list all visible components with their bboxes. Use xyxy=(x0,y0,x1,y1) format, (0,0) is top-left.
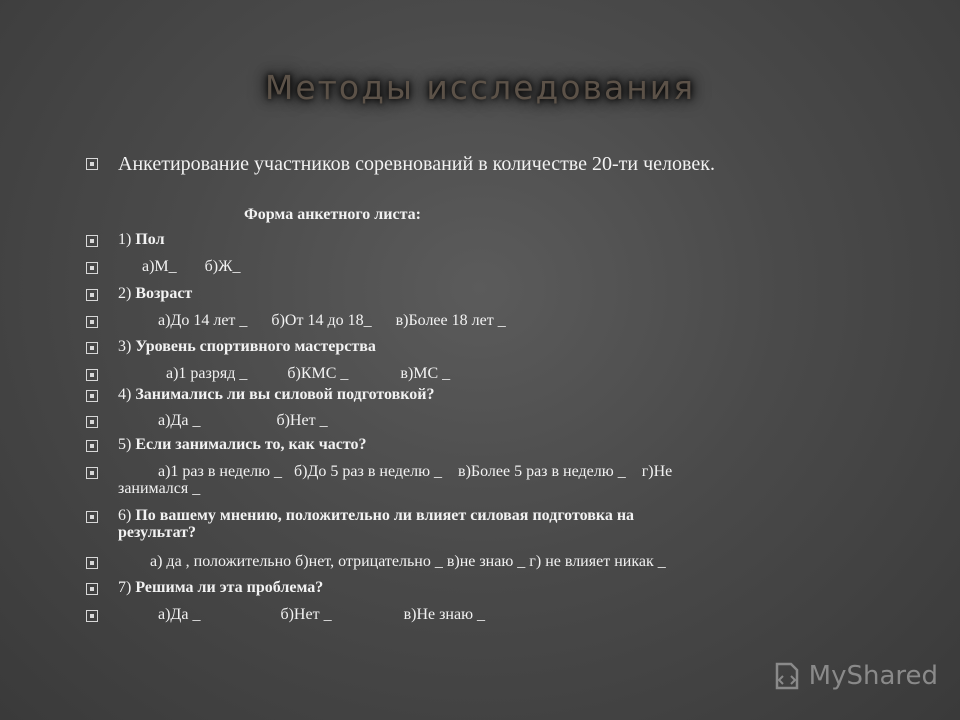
question-1 xyxy=(86,231,866,248)
bullet-square-icon xyxy=(86,289,98,301)
answers-6 xyxy=(86,553,866,570)
answer-options: а)1 разряд _ б)КМС _ в)МС _ xyxy=(118,365,451,382)
question-number: 2) xyxy=(118,285,136,302)
bullet-square-icon xyxy=(86,262,98,274)
question-5 xyxy=(86,436,866,453)
answer-options: а)1 раз в неделю _ б)До 5 раз в неделю _ в)Более 5 раз в неделю _ г)Не занимался _ xyxy=(118,463,673,497)
question-text: Если занимались то, как часто? xyxy=(135,436,367,453)
answer-options: а) да , положительно б)нет, отрицательно _ в)не знаю _ г) не влияет никак _ xyxy=(118,553,666,570)
question-2 xyxy=(86,285,866,302)
answer-options: а)М_ б)Ж_ xyxy=(118,258,241,275)
question-6 xyxy=(86,507,866,541)
bullet-square-icon xyxy=(86,440,98,452)
bullet-square-icon xyxy=(86,369,98,381)
question-text: Уровень спортивного мастерства xyxy=(135,338,376,355)
myshared-logo-icon xyxy=(771,660,803,692)
bullet-square-icon xyxy=(86,342,98,354)
question-text: Решима ли эта проблема? xyxy=(135,579,324,596)
watermark-text: MyShared xyxy=(808,661,938,691)
bullet-square-icon xyxy=(86,610,98,622)
bullet-square-icon xyxy=(86,467,98,479)
answer-options: а)До 14 лет _ б)От 14 до 18_ в)Более 18 лет _ xyxy=(118,312,506,329)
answers-7 xyxy=(86,606,866,623)
form-heading: Форма анкетного листа: xyxy=(244,206,421,223)
answer-options: а)Да _ б)Нет _ в)Не знаю _ xyxy=(118,606,486,623)
bullet-square-icon xyxy=(86,235,98,247)
bullet-square-icon xyxy=(86,158,98,170)
answers-4 xyxy=(86,412,866,429)
intro-item xyxy=(86,153,866,175)
question-number: 6) xyxy=(118,507,136,524)
answer-options: а)Да _ б)Нет _ xyxy=(118,412,328,429)
bullet-square-icon xyxy=(86,557,98,569)
question-7 xyxy=(86,579,866,596)
answers-1 xyxy=(86,258,866,275)
question-text: По вашему мнению, положительно ли влияет силовая подготовка на результат? xyxy=(118,507,635,541)
question-text: Занимались ли вы силовой подготовкой? xyxy=(135,386,435,403)
bullet-square-icon xyxy=(86,583,98,595)
question-4 xyxy=(86,386,866,403)
answers-3 xyxy=(86,365,866,382)
question-3 xyxy=(86,338,866,355)
bullet-square-icon xyxy=(86,416,98,428)
answers-5 xyxy=(86,463,866,497)
question-number: 7) xyxy=(118,579,136,596)
answers-2 xyxy=(86,312,866,329)
intro-text: Анкетирование участников соревнований в количестве 20-ти человек. xyxy=(118,153,715,175)
bullet-square-icon xyxy=(86,390,98,402)
question-number: 3) xyxy=(118,338,136,355)
question-number: 4) xyxy=(118,386,136,403)
slide-title: Методы исследования xyxy=(264,68,696,107)
bullet-square-icon xyxy=(86,511,98,523)
watermark xyxy=(771,660,938,692)
question-number: 5) xyxy=(118,436,136,453)
bullet-square-icon xyxy=(86,316,98,328)
question-text: Пол xyxy=(135,231,165,248)
question-text: Возраст xyxy=(135,285,193,302)
question-number: 1) xyxy=(118,231,136,248)
